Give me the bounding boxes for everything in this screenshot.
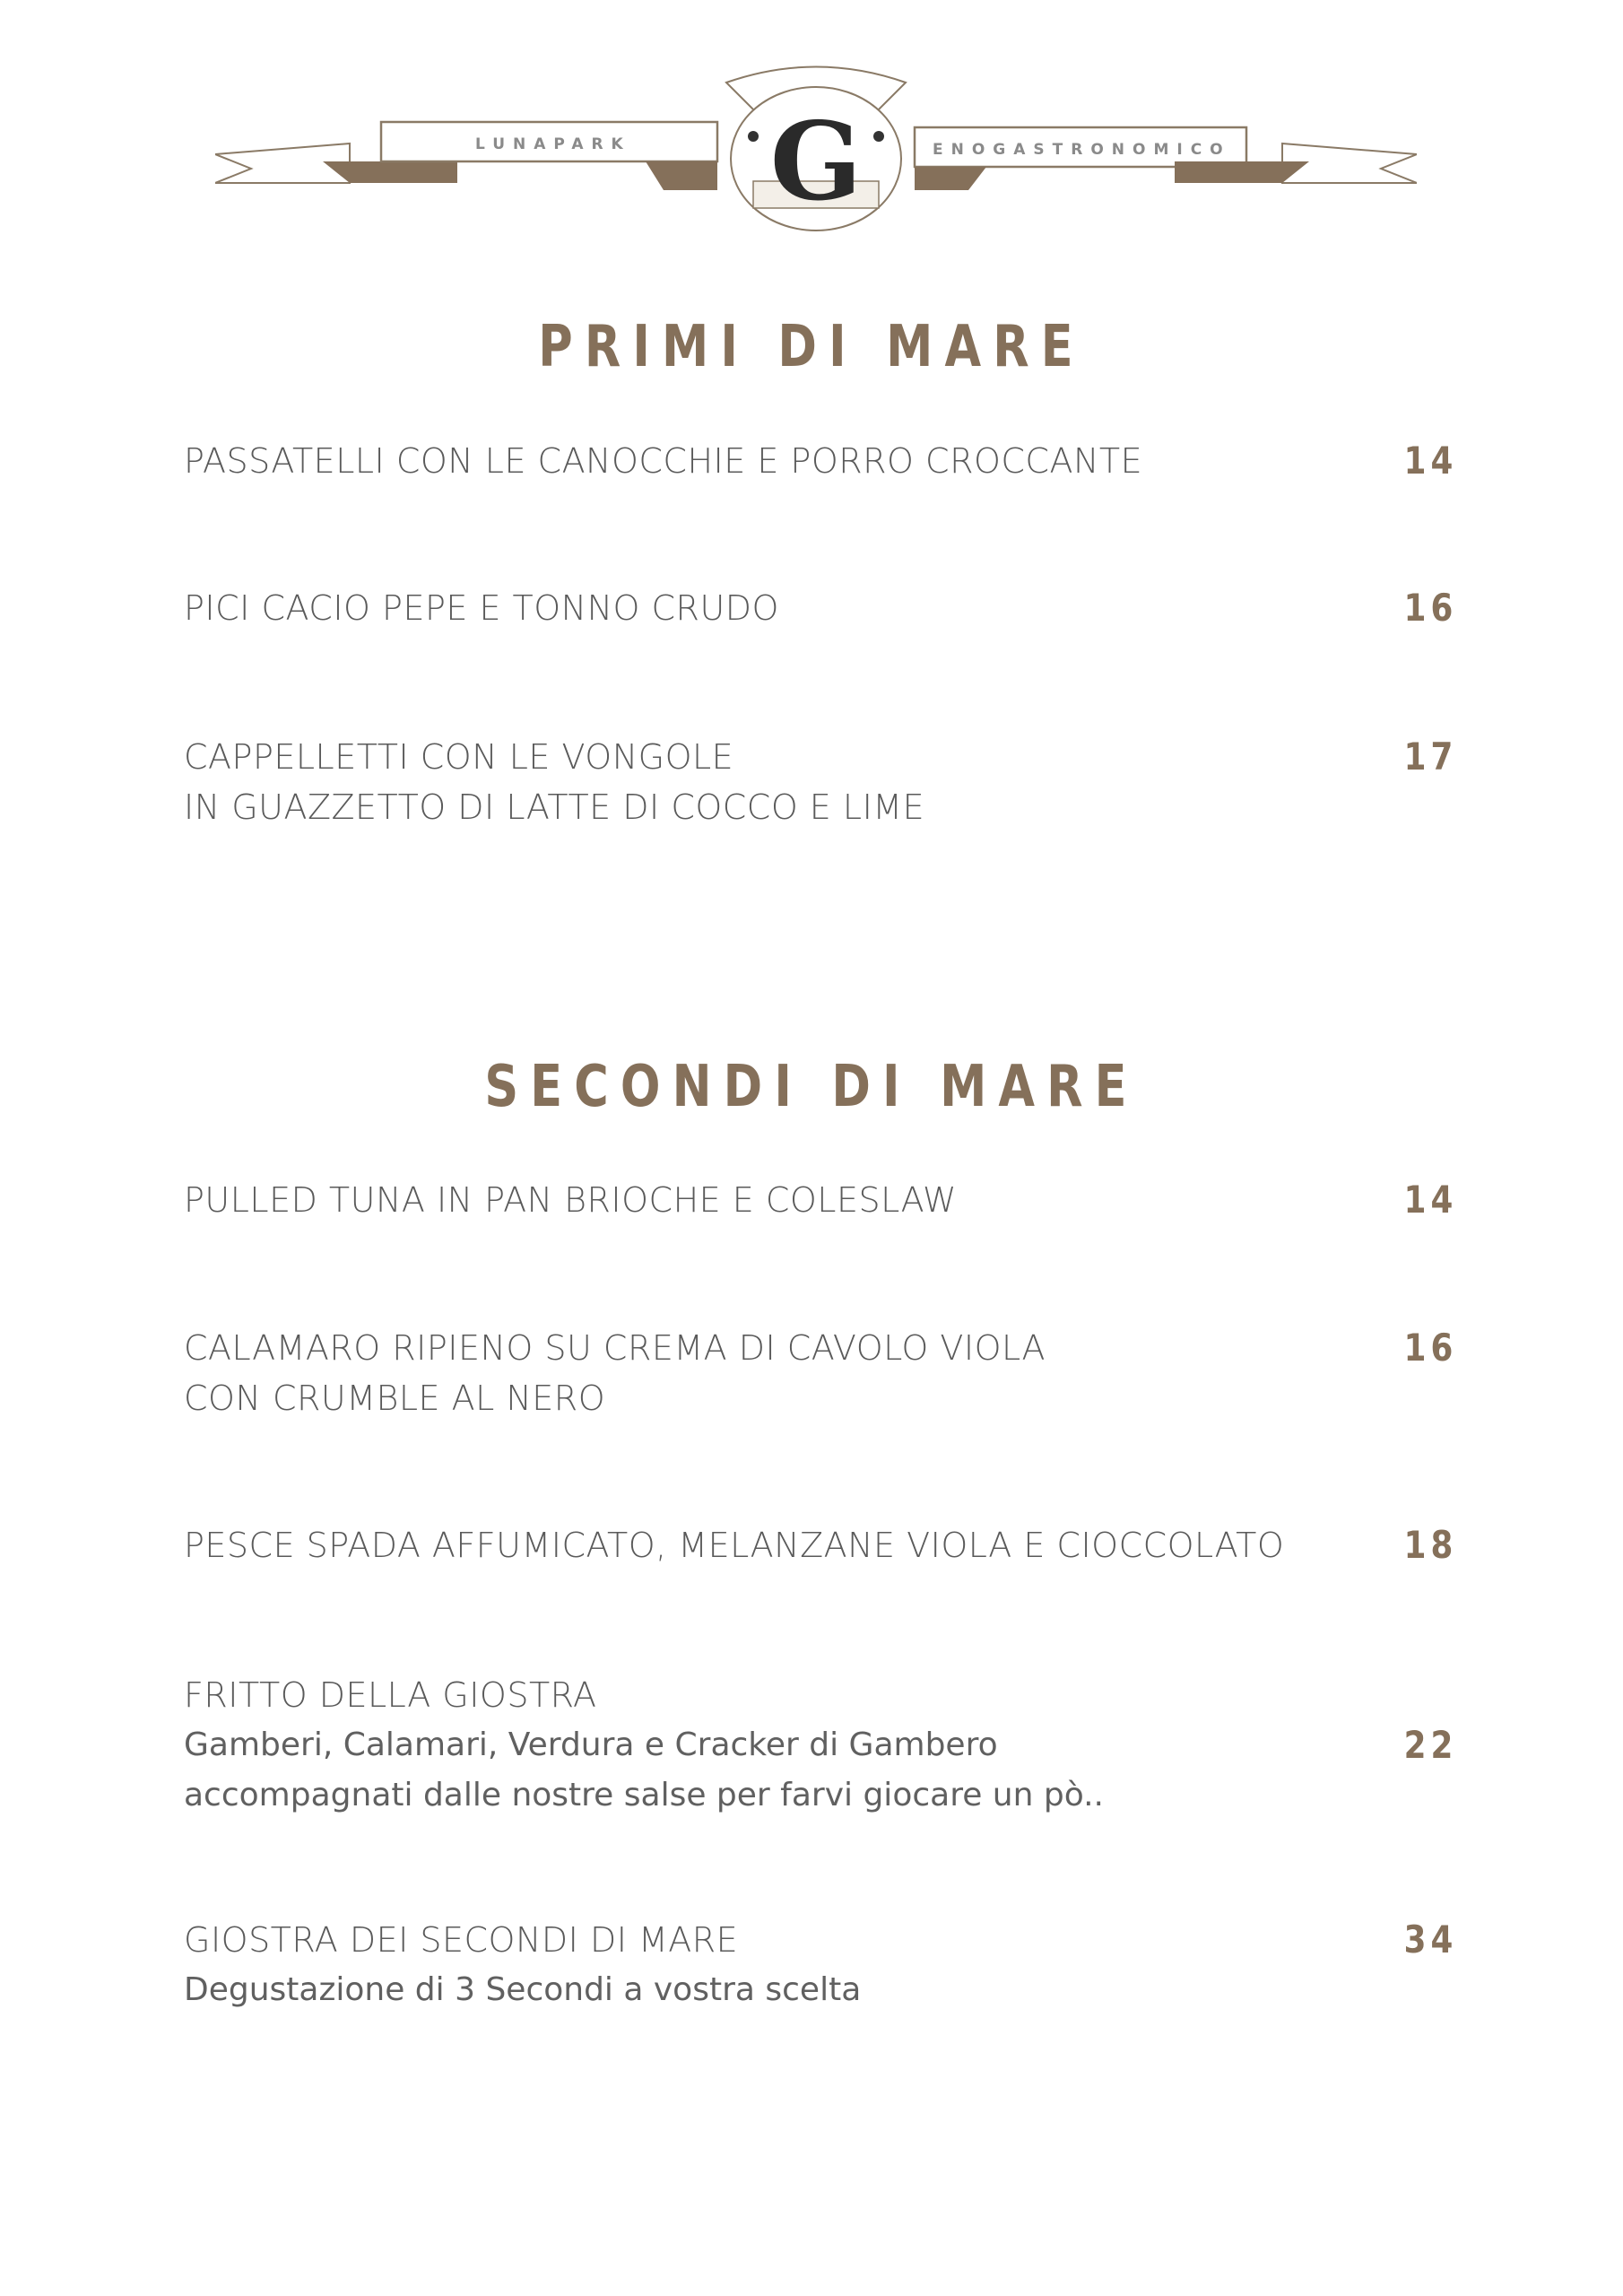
menu-item [184, 1175, 1457, 1225]
menu-item [184, 436, 1457, 486]
menu-item [184, 732, 1457, 832]
item-name-line2: IN GUAZZETTO DI LATTE DI COCCO E LIME [184, 787, 925, 827]
item-price: 16 [1403, 1326, 1457, 1370]
item-name: PICI CACIO PEPE E TONNO CRUDO [184, 588, 779, 628]
item-price: 14 [1403, 439, 1457, 483]
item-description: Degustazione di 3 Secondi a vostra scelta [184, 1971, 862, 2008]
logo-monogram: G [769, 99, 863, 225]
item-name: CALAMARO RIPIENO SU CREMA DI CAVOLO VIOLA [184, 1328, 1046, 1368]
item-price: 17 [1403, 735, 1457, 778]
item-description: accompagnati dalle nostre salse per farvi giocare un pò.. [184, 1777, 1104, 1813]
item-price: 34 [1403, 1918, 1457, 1961]
item-price: 16 [1403, 586, 1457, 630]
item-name: PESCE SPADA AFFUMICATO, MELANZANE VIOLA E CIOCCOLATO [184, 1526, 1285, 1565]
lunapark-logo [215, 56, 1417, 235]
menu-item [184, 1915, 1457, 2015]
item-name: CAPPELLETTI CON LE VONGOLE [184, 737, 734, 777]
item-name: PASSATELLI CON LE CANOCCHIE E PORRO CROCCANTE [184, 441, 1143, 481]
item-price: 22 [1403, 1723, 1457, 1767]
logo-left-text: LUNAPARK [475, 135, 631, 153]
menu-item [184, 583, 1457, 633]
item-name: PULLED TUNA IN PAN BRIOCHE E COLESLAW [184, 1180, 958, 1220]
item-name: GIOSTRA DEI SECONDI DI MARE [184, 1920, 739, 1960]
menu-item [184, 1670, 1457, 1821]
section-title-secondi: SECONDI DI MARE [484, 1054, 1139, 1120]
item-price: 18 [1403, 1523, 1457, 1567]
item-price: 14 [1403, 1178, 1457, 1222]
logo-right-text: ENOGASTRONOMICO [933, 141, 1231, 159]
item-description: Gamberi, Calamari, Verdura e Cracker di Gambero [184, 1726, 998, 1763]
section-title-primi: PRIMI DI MARE [538, 314, 1085, 380]
item-name-line2: CON CRUMBLE AL NERO [184, 1378, 606, 1418]
item-name: FRITTO DELLA GIOSTRA [184, 1675, 597, 1715]
menu-item [184, 1323, 1457, 1423]
menu-item [184, 1520, 1457, 1570]
